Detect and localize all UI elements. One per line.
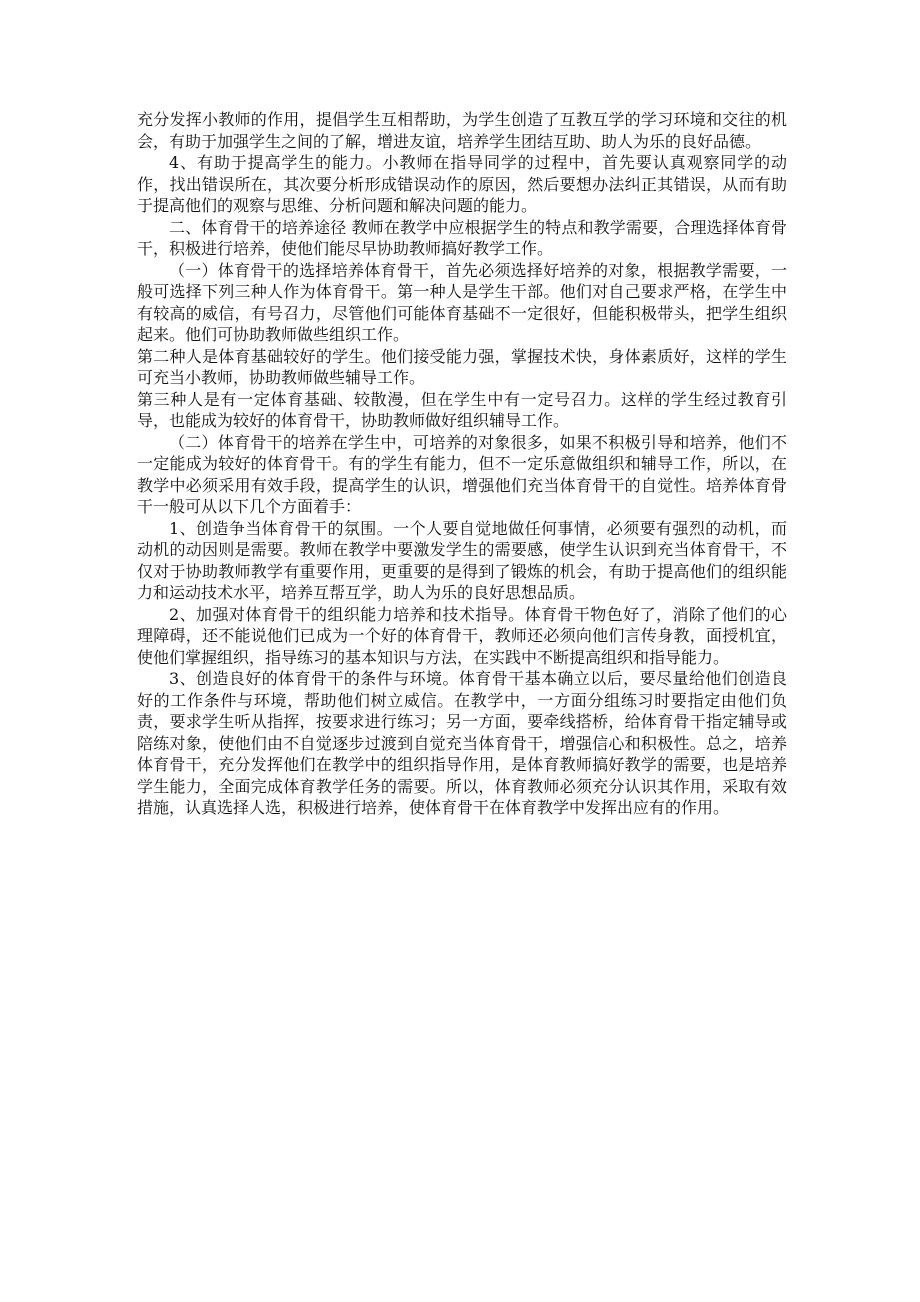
paragraph-point-1: 1、创造争当体育骨干的氛围。一个人要自觉地做任何事情，必须要有强烈的动机，而动机的动因则是需要。教师在教学中要激发学生的需要感，使学生认识到充当体育骨干，不仅对于协助教师教学有重要作用，更重要的是得到了锻炼的机会，有助于提高他们的组织能力和运动技术水平，培养互帮互学，助人为乐的良好思想品质。 — [137, 518, 787, 602]
paragraph-third-type: 第三种人是有一定体育基础、较散漫，但在学生中有一定号召力。这样的学生经过教育引导，也能成为较好的体育骨干，协助教师做好组织辅导工作。 — [137, 389, 787, 430]
paragraph-selection: （一）体育骨干的选择培养体育骨干，首先必须选择好培养的对象，根据教学需要，一般可选择下列三种人作为体育骨干。第一种人是学生干部。他们对自己要求严格，在学生中有较高的威信，有号召力，尽管他们可能体育基础不一定很好，但能积极带头，把学生组织起来。他们可协助教师做些组织工作。 — [137, 260, 787, 344]
paragraph-point-3: 3、创造良好的体育骨干的条件与环境。体育骨干基本确立以后，要尽量给他们创造良好的工作条件与环境，帮助他们树立威信。在教学中，一方面分组练习时要指定由他们负责，要求学生听从指挥，按要求进行练习；另一方面，要牵线搭桥，给体育骨干指定辅导或陪练对象，使他们由不自觉逐步过渡到自觉充当体育骨干，增强信心和积极性。总之，培养体育骨干，充分发挥他们在教学中的组织指导作用，是体育教师搞好教学的需要，也是培养学生能力，全面完成体育教学任务的需要。所以，体育教师必须充分认识其作用，采取有效措施，认真选择人选，积极进行培养，使体育骨干在体育教学中发挥出应有的作用。 — [137, 669, 787, 817]
paragraph-ability: 4、有助于提高学生的能力。小教师在指导同学的过程中，首先要认真观察同学的动作，找出错误所在，其次要分析形成错误动作的原因，然后要想办法纠正其错误，从而有助于提高他们的观察与思维、分析问题和解决问题的能力。 — [137, 153, 787, 215]
document-body — [137, 109, 787, 819]
paragraph-training: （二）体育骨干的培养在学生中，可培养的对象很多，如果不积极引导和培养，他们不一定能成为较好的体育骨干。有的学生有能力，但不一定乐意做组织和辅导工作，所以，在教学中必须采用有效手段，提高学生的认识，增强他们充当体育骨干的自觉性。培养体育骨干一般可从以下几个方面着手： — [137, 432, 787, 516]
paragraph-point-2: 2、加强对体育骨干的组织能力培养和技术指导。体育骨干物色好了，消除了他们的心理障碍，还不能说他们已成为一个好的体育骨干，教师还必须向他们言传身教，面授机宜，使他们掌握组织，指导练习的基本知识与方法，在实践中不断提高组织和指导能力。 — [137, 604, 787, 667]
paragraph-continuation: 充分发挥小教师的作用，提倡学生互相帮助，为学生创造了互教互学的学习环境和交往的机会，有助于加强学生之间的了解，增进友谊，培养学生团结互助、助人为乐的良好品德。 — [137, 110, 787, 151]
section-heading-training-approach: 二、体育骨干的培养途径 教师在教学中应根据学生的特点和教学需要，合理选择体育骨干，积极进行培养，使他们能尽早协助教师搞好教学工作。 — [137, 217, 787, 258]
paragraph-second-type: 第二种人是体育基础较好的学生。他们接受能力强，掌握技术快，身体素质好，这样的学生可充当小教师，协助教师做些辅导工作。 — [137, 346, 787, 387]
